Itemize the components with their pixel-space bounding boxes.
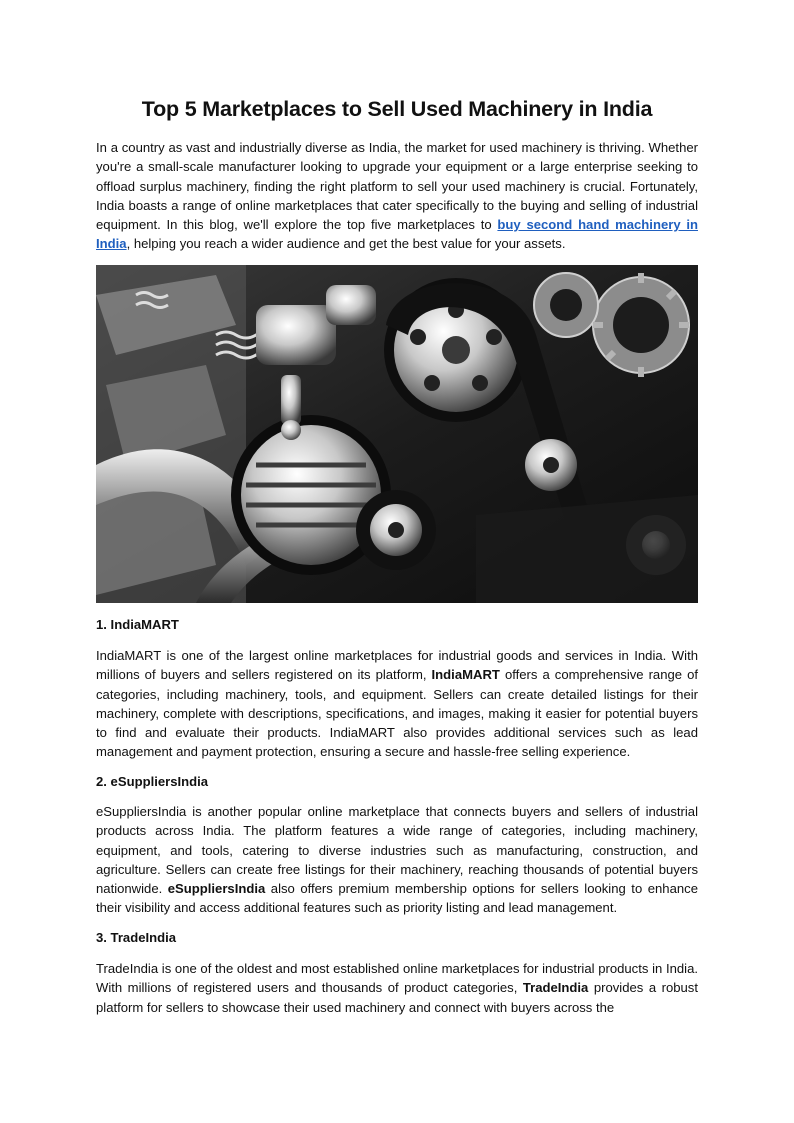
section-bold-term: eSuppliersIndia [167,881,266,897]
intro-text-after: , helping you reach a wider audience and get the best value for your assets. [126,236,566,252]
section-bold-term: TradeIndia [522,980,589,996]
section-text: IndiaMART is one of the largest online marketplaces for industrial goods and services in India. With millions of buyers and sellers registered on its platform, [96,648,698,683]
section-heading-esuppliersindia: 2. eSuppliersIndia [96,774,209,789]
engine-machinery-image [96,265,698,603]
intro-paragraph [96,138,698,254]
section-text: offers a comprehensive range of categories, including machinery, tools, and equipment. Sellers can create detailed listings for their machinery, complete with descriptions, specifications, and images, making it easier for potential buyers to find and evaluate their products. IndiaMART also provides additional services such as lead management and payment protection, ensuring a secure and hassle-free selling experience. [96,667,699,760]
section-text: TradeIndia is one of the oldest and most established online marketplaces for industrial products in India. With millions of registered users and thousands of product categories, [96,961,698,996]
section-heading-tradeindia: 3. TradeIndia [96,930,177,945]
section-text: provides a robust platform for sellers to showcase their used machinery and connect with buyers across the [96,980,698,1015]
document-title: Top 5 Marketplaces to Sell Used Machinery in India [141,97,653,121]
section-text: eSuppliersIndia is another popular online marketplace that connects buyers and sellers of industrial products across India. The platform features a wide range of categories, including machinery, equipment, and tools, catering to diverse industries such as manufacturing, construction, and agriculture. Sellers can create free listings for their machinery, reaching thousands of potential buyers nationwide. [96,804,698,897]
section-paragraph-esuppliersindia [96,802,698,918]
section-paragraph-indiamart [96,646,698,762]
section-paragraph-tradeindia [96,959,698,1017]
engine-illustration [96,265,698,603]
section-bold-term: IndiaMART [431,667,500,683]
section-heading-indiamart: 1. IndiaMART [96,617,179,632]
intro-text-before: In a country as vast and industrially diverse as India, the market for used machinery is thriving. Whether you're a small-scale manufacturer looking to upgrade your equipment or a large enterprise seeking to offload surplus machinery, finding the right platform to sell your used machinery is crucial. Fortunately, India boasts a range of online marketplaces that cater specifically to the buying and selling of industrial equipment. In this blog, we'll explore the top five marketplaces to [96,140,698,233]
buy-second-hand-machinery-link[interactable]: buy second hand machinery in India [96,217,698,252]
section-text: also offers premium membership options for sellers looking to enhance their visibility and access additional features such as priority listing and lead management. [96,881,698,916]
